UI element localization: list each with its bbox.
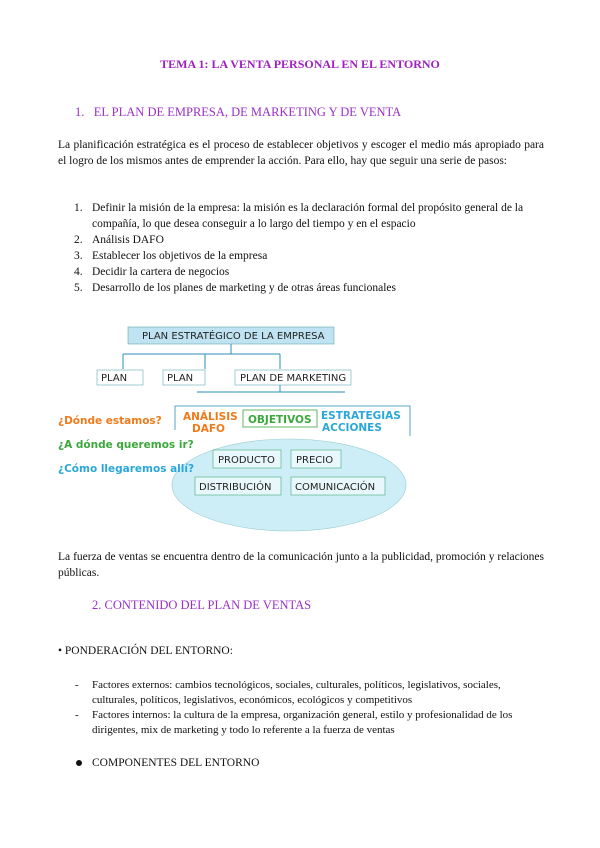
step-number: 2. <box>74 234 83 246</box>
steps-list <box>58 200 546 296</box>
producto-label: PRODUCTO <box>218 455 275 466</box>
precio-label: PRECIO <box>296 455 334 466</box>
distribucion-label: DISTRIBUCIÓN <box>199 482 272 493</box>
step-number: 5. <box>74 282 83 294</box>
estrategias-label-line2: ACCIONES <box>322 422 382 434</box>
document-title: TEMA 1: LA VENTA PERSONAL EN EL ENTORNO <box>160 57 440 71</box>
section-1-heading <box>75 105 401 120</box>
factor-text: Factores externos: cambios tecnológicos, sociales, culturales, políticos, legislativos, sociales, culturales, políticos, legislativos, económicos, ecológicos y competitivos <box>92 679 501 706</box>
ponderacion-heading: • PONDERACIÓN DEL ENTORNO: <box>58 645 233 657</box>
dash-marker: - <box>75 709 79 721</box>
comunicacion-label: COMUNICACIÓN <box>295 482 376 493</box>
question-where-are-we: ¿Dónde estamos? <box>58 415 162 427</box>
step-number: 3. <box>74 250 83 262</box>
step-text: Análisis DAFO <box>92 234 164 246</box>
list-item <box>58 232 546 248</box>
list-item <box>58 248 546 264</box>
list-item <box>58 200 546 232</box>
step-text: Definir la misión de la empresa: la misión es la declaración formal del propósito general de la compañía, lo que desea conseguir a lo largo del tiempo y en el espacio <box>92 202 524 230</box>
step-number: 1. <box>74 202 83 214</box>
section-2-heading: 2. CONTENIDO DEL PLAN DE VENTAS <box>92 598 312 612</box>
plan-label-2: PLAN <box>167 373 194 384</box>
section-1-title: EL PLAN DE EMPRESA, DE MARKETING Y DE VENTA <box>93 105 402 119</box>
list-item <box>58 678 546 708</box>
sales-force-paragraph: La fuerza de ventas se encuentra dentro de la comunicación junto a la publicidad, promoción y relaciones públicas. <box>58 551 544 579</box>
plan-label-1: PLAN <box>101 373 128 384</box>
factor-text: Factores internos: la cultura de la empresa, organización general, estilo y profesionalidad de los dirigentes, mix de marketing y todo lo referente a la fuerza de ventas <box>92 709 513 736</box>
strategic-plan-label: PLAN ESTRATÉGICO DE LA EMPRESA <box>142 331 325 342</box>
dash-marker: - <box>75 679 79 691</box>
step-text: Decidir la cartera de negocios <box>92 266 230 278</box>
list-item <box>58 708 546 738</box>
factors-list <box>58 678 546 738</box>
plan-marketing-label: PLAN DE MARKETING <box>240 373 347 384</box>
analisis-label-line2: DAFO <box>192 423 225 435</box>
componentes-label: COMPONENTES DEL ENTORNO <box>92 757 260 769</box>
question-how-to-get-there: ¿Cómo llegaremos allí? <box>58 463 195 475</box>
step-number: 4. <box>74 266 83 278</box>
componentes-heading <box>76 757 259 769</box>
marketing-plan-diagram <box>55 322 425 547</box>
intro-paragraph: La planificación estratégica es el proceso de establecer objetivos y escoger el medio más apropiado para el logro de los mismos antes de emprender la acción. Para ello, hay que seguir una serie de pasos: <box>58 139 544 167</box>
step-text: Establecer los objetivos de la empresa <box>92 250 268 262</box>
section-1-number: 1. <box>75 105 85 119</box>
bullet-icon <box>76 760 82 766</box>
objetivos-label: OBJETIVOS <box>248 414 312 426</box>
question-where-to-go: ¿A dónde queremos ir? <box>58 439 194 451</box>
list-item <box>58 280 546 296</box>
analisis-label-line1: ANÁLISIS <box>183 411 238 423</box>
list-item <box>58 264 546 280</box>
estrategias-label-line1: ESTRATEGIAS <box>321 410 401 422</box>
step-text: Desarrollo de los planes de marketing y de otras áreas funcionales <box>92 282 397 294</box>
